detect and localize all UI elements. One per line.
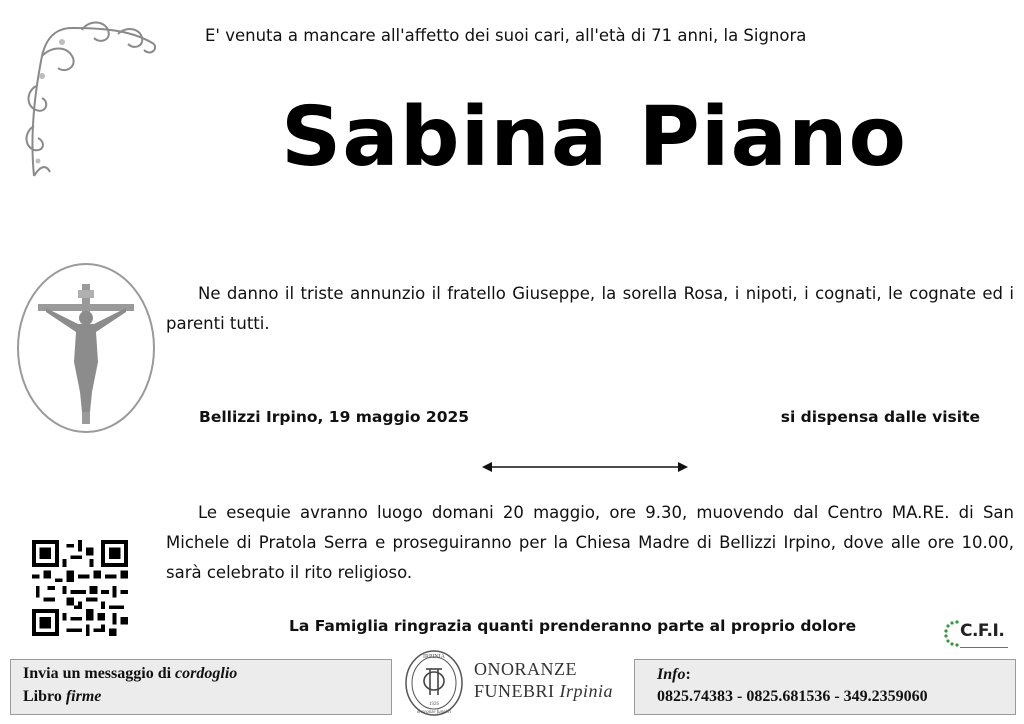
brand-line-2-plain: FUNEBRI bbox=[474, 681, 560, 701]
guestbook-emphasis: firme bbox=[65, 688, 102, 705]
info-colon: : bbox=[685, 666, 691, 683]
brand-line-2-emphasis: Irpinia bbox=[559, 681, 614, 701]
announcement-paragraph: Ne danno il triste annunzio il fratello Giuseppe, la sorella Rosa, i nipoti, i cognati, le cognate ed i parenti tutti. bbox=[166, 284, 1014, 333]
place-date: Bellizzi Irpino, 19 maggio 2025 bbox=[199, 408, 470, 426]
intro-text: E' venuta a mancare all'affetto dei suoi cari, all'età di 71 anni, la Signora bbox=[205, 26, 807, 45]
info-box bbox=[634, 659, 1016, 715]
qr-code-icon[interactable] bbox=[32, 540, 128, 636]
condolence-emphasis: cordoglio bbox=[175, 665, 238, 682]
double-arrow-divider-icon bbox=[482, 460, 688, 474]
condolence-prefix: Invia un messaggio di bbox=[23, 665, 176, 682]
brand-line-2 bbox=[474, 680, 613, 702]
cfi-text: C.F.I. bbox=[960, 621, 1005, 641]
seal-top-text: IRPINIA bbox=[423, 654, 445, 660]
phone-numbers[interactable]: 0825.74383 - 0825.681536 - 349.2359060 bbox=[657, 688, 928, 705]
funeral-home-brand bbox=[474, 658, 613, 702]
brand-line-1: ONORANZE bbox=[474, 659, 577, 679]
guestbook-prefix: Libro bbox=[23, 688, 66, 705]
thanks-line: La Famiglia ringrazia quanti prenderanno parte al proprio dolore bbox=[289, 617, 857, 635]
funeral-paragraph: Le esequie avranno luogo domani 20 maggio, ore 9.30, muovendo dal Centro MA.RE. di San Michele di Pratola Serra e proseguiranno per la Chiesa Madre di Bellizzi Irpino, dove alle ore 10.00, sarà celebrato il rito religioso. bbox=[166, 503, 1014, 582]
condolence-link[interactable] bbox=[23, 665, 237, 683]
info-label-line bbox=[657, 666, 691, 684]
condolence-box[interactable] bbox=[10, 659, 392, 715]
seal-year-text: 1926 bbox=[429, 702, 439, 707]
crucifix-icon bbox=[16, 262, 156, 434]
cfi-logo bbox=[940, 618, 1012, 650]
visits-note: si dispensa dalle visite bbox=[780, 408, 980, 426]
deceased-name: Sabina Piano bbox=[281, 90, 907, 185]
guestbook-link[interactable] bbox=[23, 688, 101, 706]
seal-bottom-text: onoranze funebri bbox=[416, 710, 452, 715]
funeral-home-seal-icon bbox=[404, 647, 464, 717]
info-label: Info bbox=[657, 666, 686, 683]
